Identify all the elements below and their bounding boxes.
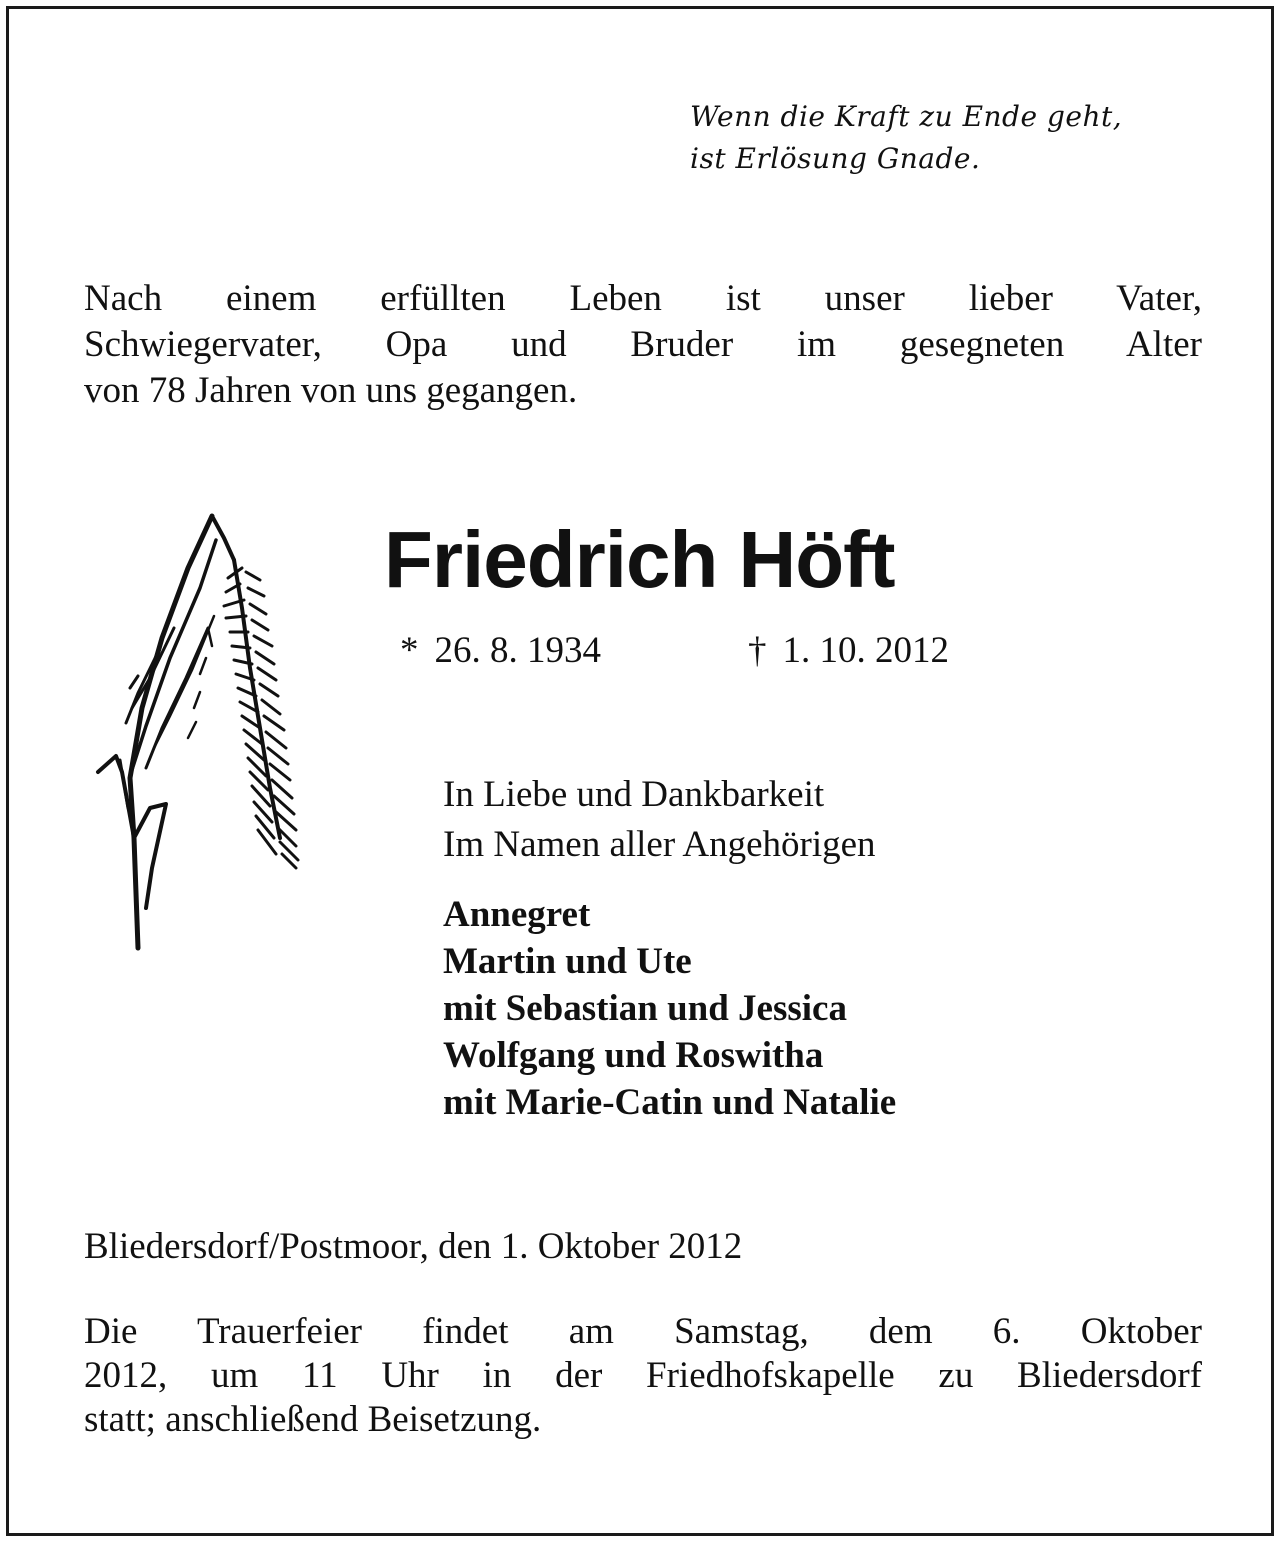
intro-paragraph <box>84 276 1202 414</box>
family-list <box>443 891 896 1126</box>
closing-words <box>443 770 876 870</box>
motto-quote <box>690 96 1230 180</box>
grass-ear-icon <box>90 508 320 958</box>
birth-date: 26. 8. 1934 <box>434 630 601 671</box>
motto-line-1: Wenn die Kraft zu Ende geht, <box>690 100 1123 133</box>
birth-date-row <box>400 626 601 676</box>
intro-line-2: Schwiegervater, Opa und Bruder im gesegneten Alter <box>84 324 1202 365</box>
intro-line-1: Nach einem erfüllten Leben ist unser lieber Vater, <box>84 278 1202 319</box>
family-member: Martin und Ute <box>443 941 692 982</box>
closing-line-2: Im Namen aller Angehörigen <box>443 824 876 865</box>
funeral-line-3: statt; anschließend Beisetzung. <box>84 1399 542 1440</box>
death-date-row <box>748 626 949 676</box>
cross-icon: † <box>748 630 767 671</box>
birth-star-icon: * <box>400 630 419 671</box>
family-member: mit Sebastian und Jessica <box>443 988 847 1029</box>
deceased-name: Friedrich Höft <box>384 515 895 604</box>
place-and-date: Bliedersdorf/Postmoor, den 1. Oktober 2012 <box>84 1226 743 1267</box>
funeral-info <box>84 1310 1202 1442</box>
family-member: Wolfgang und Roswitha <box>443 1035 824 1076</box>
closing-line-1: In Liebe und Dankbarkeit <box>443 774 825 815</box>
funeral-line-1: Die Trauerfeier findet am Samstag, dem 6. Oktober <box>84 1311 1202 1352</box>
intro-line-3: von 78 Jahren von uns gegangen. <box>84 370 578 411</box>
family-member: Annegret <box>443 894 591 935</box>
motto-line-2: ist Erlösung Gnade. <box>690 142 981 175</box>
family-member: mit Marie-Catin und Natalie <box>443 1082 897 1123</box>
death-date: 1. 10. 2012 <box>782 630 949 671</box>
funeral-line-2: 2012, um 11 Uhr in der Friedhofskapelle zu Bliedersdorf <box>84 1355 1202 1396</box>
